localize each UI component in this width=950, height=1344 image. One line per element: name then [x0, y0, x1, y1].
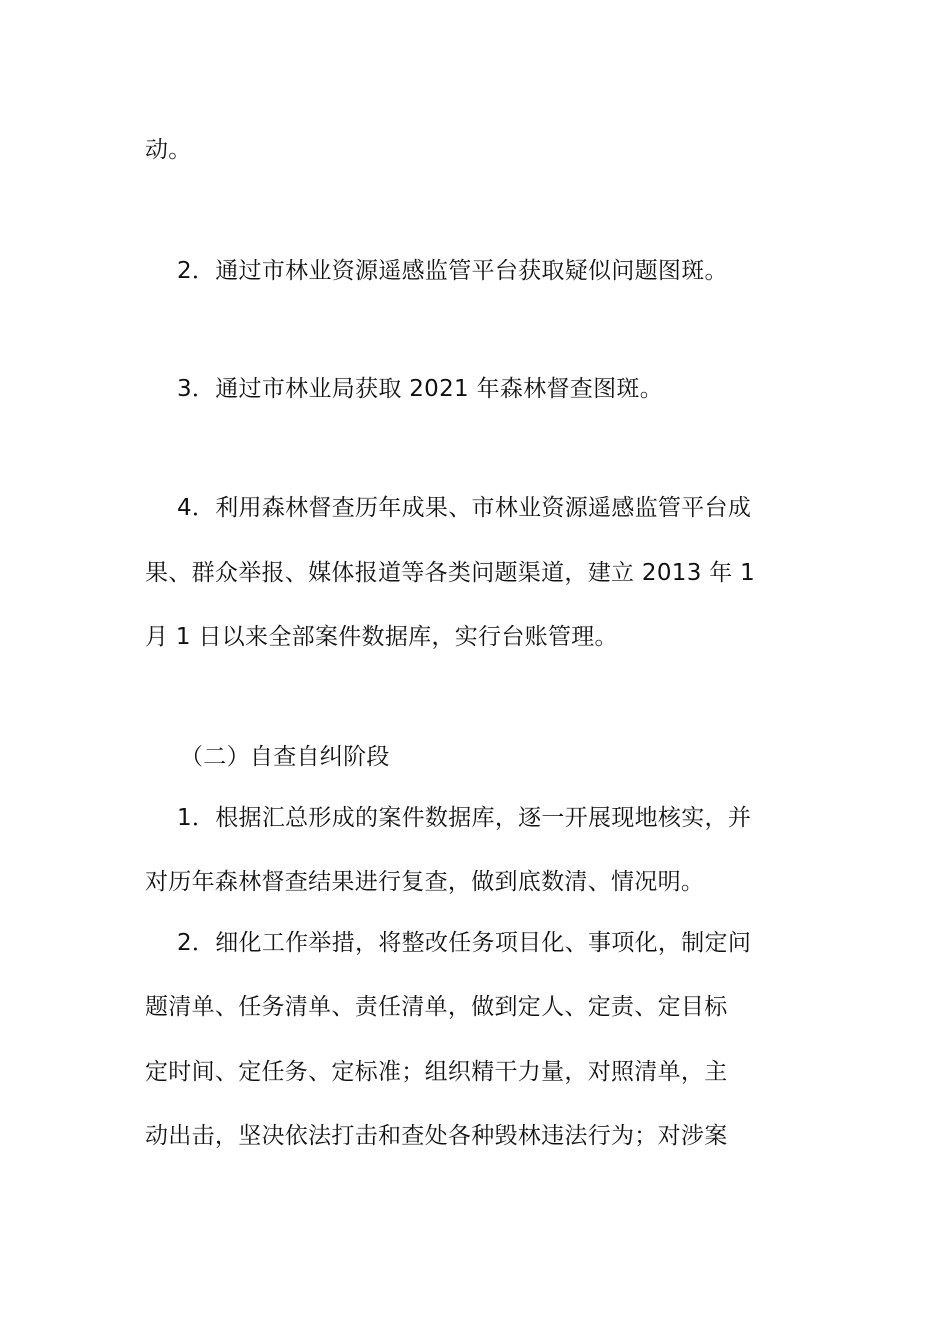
list-item-4-line-3: 月 1 日以来全部案件数据库，实行台账管理。	[145, 624, 618, 650]
paragraph-line-continuation: 动。	[145, 137, 192, 163]
stage-item-2-line-1: 2．细化工作举措，将整改任务项目化、事项化，制定问	[177, 930, 752, 956]
list-item-4-line-2: 果、群众举报、媒体报道等各类问题渠道，建立 2013 年 1	[145, 560, 756, 586]
stage-item-2-line-2: 题清单、任务清单、责任清单，做到定人、定责、定目标	[145, 994, 728, 1020]
stage-item-1-line-1: 1．根据汇总形成的案件数据库，逐一开展现地核实，并	[177, 805, 752, 831]
stage-item-2-line-3: 定时间、定任务、定标准；组织精干力量，对照清单，主	[145, 1059, 728, 1085]
section-heading: （二）自查自纠阶段	[180, 744, 390, 770]
list-item-3: 3．通过市林业局获取 2021 年森林督查图斑。	[177, 376, 663, 402]
stage-item-2-line-4: 动出击，坚决依法打击和查处各种毁林违法行为；对涉案	[145, 1123, 728, 1149]
list-item-4-line-1: 4．利用森林督查历年成果、市林业资源遥感监管平台成	[177, 495, 752, 521]
stage-item-1-line-2: 对历年森林督查结果进行复查，做到底数清、情况明。	[145, 869, 705, 895]
list-item-2: 2．通过市林业资源遥感监管平台获取疑似问题图斑。	[177, 258, 728, 284]
